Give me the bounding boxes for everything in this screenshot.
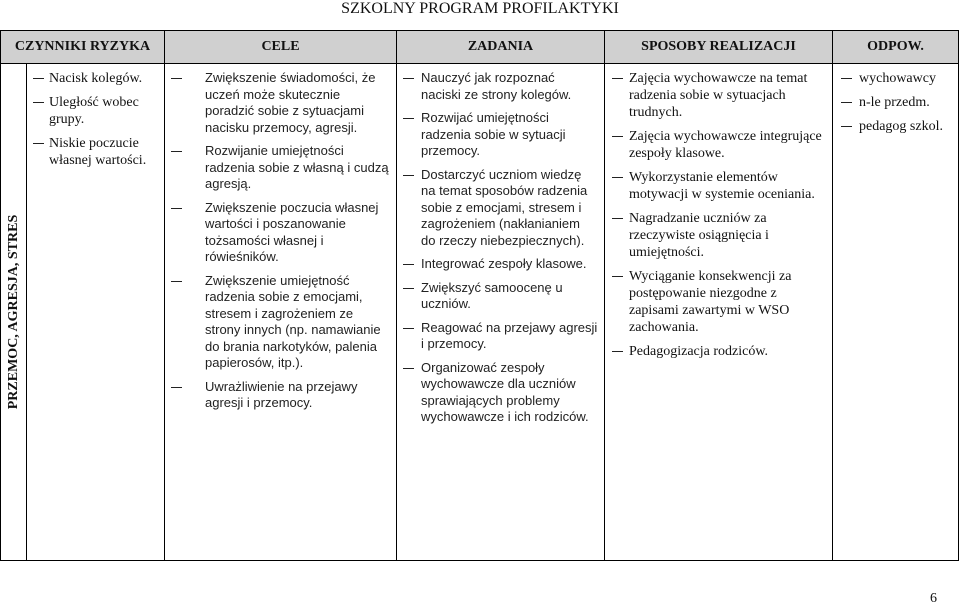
list-item (397, 167, 604, 250)
list-item-text: Organizować zespoły wychowawcze dla uczniów sprawiających problemy wychowawcze i ich rodziców. (421, 359, 589, 424)
dash-bullet (33, 78, 44, 79)
list-item-text: Nauczyć jak rozpoznać naciski ze strony kolegów. (421, 70, 572, 102)
list-item-text: Zwiększenie poczucia własnej wartości i poszanowanie tożsamości własnej i rówieśników. (205, 199, 379, 264)
dash-bullet (171, 281, 182, 282)
header-sposoby: SPOSOBY REALIZACJI (605, 31, 833, 64)
list-item (605, 210, 832, 261)
sposoby-list (605, 70, 832, 360)
czynniki-cell (27, 64, 165, 561)
list-item-text: Niskie poczucie własnej wartości. (49, 136, 147, 168)
dash-bullet (612, 136, 623, 137)
dash-bullet (171, 208, 182, 209)
cele-cell (165, 64, 397, 561)
list-item (397, 110, 604, 160)
header-czynniki: CZYNNIKI RYZYKA (1, 31, 165, 64)
dash-bullet (841, 126, 852, 127)
dash-bullet (841, 102, 852, 103)
list-item (605, 343, 832, 360)
program-table (0, 30, 959, 561)
list-item (165, 200, 396, 266)
list-item (27, 94, 164, 128)
list-item-text: Uległość wobec grupy. (49, 95, 139, 127)
list-item-text: Zwiększenie świadomości, że uczeń może skutecznie poradzić sobie z sytuacjami nacisku przemocy, agresji. (205, 70, 376, 135)
list-item-text: Wykorzystanie elementów motywacji w systemie oceniania. (629, 170, 815, 202)
dash-bullet (33, 102, 44, 103)
list-item (397, 280, 604, 313)
dash-bullet (403, 264, 414, 265)
list-item (397, 320, 604, 353)
list-item (833, 94, 958, 111)
list-item (27, 135, 164, 169)
list-item-text: Wyciąganie konsekwencji za postępowanie niezgodne z zapisami zawartymi w WSO zachowania. (629, 269, 792, 335)
cele-list (165, 70, 396, 412)
page-title: SZKOLNY PROGRAM PROFILAKTYKI (341, 0, 619, 17)
list-item (397, 256, 604, 273)
header-row (1, 31, 959, 64)
list-item (165, 143, 396, 193)
list-item (27, 70, 164, 87)
dash-bullet (171, 151, 182, 152)
odpow-list (833, 70, 958, 135)
list-item (165, 70, 396, 136)
dash-bullet (171, 387, 182, 388)
czynniki-list (27, 70, 164, 169)
dash-bullet (171, 78, 182, 79)
list-item-text: Uwrażliwienie na przejawy agresji i przemocy. (205, 378, 358, 410)
list-item-text: Dostarczyć uczniom wiedzę na temat sposobów radzenia sobie z emocjami, stresem i zagrożeniem (nakłanianiem do rzeczy niebezpiecznych). (421, 166, 588, 248)
list-item-text: Rozwijać umiejętności radzenia sobie w sytuacji przemocy. (421, 110, 566, 158)
dash-bullet (612, 276, 623, 277)
dash-bullet (33, 143, 44, 144)
list-item-text: Zajęcia wychowawcze integrujące zespoły klasowe. (629, 129, 822, 161)
list-item-text: Reagować na przejawy agresji i przemocy. (421, 319, 598, 351)
list-item (605, 128, 832, 162)
zadania-list (397, 70, 604, 426)
side-label-cell (1, 64, 27, 561)
list-item-text: n-le przedm. (859, 95, 930, 110)
list-item (605, 70, 832, 121)
dash-bullet (403, 288, 414, 289)
list-item (605, 169, 832, 203)
dash-bullet (841, 78, 852, 79)
header-odpow: ODPOW. (833, 31, 959, 64)
list-item (165, 379, 396, 412)
side-label: PRZEMOC, AGRESJA, STRES (6, 214, 21, 410)
list-item (397, 70, 604, 103)
list-item (833, 118, 958, 135)
list-item-text: Nacisk kolegów. (49, 71, 143, 86)
sposoby-cell (605, 64, 833, 561)
list-item (605, 268, 832, 336)
dash-bullet (612, 218, 623, 219)
dash-bullet (612, 177, 623, 178)
list-item (165, 273, 396, 372)
list-item-text: pedagog szkol. (859, 119, 943, 134)
list-item-text: Zwiększyć samoocenę u uczniów. (421, 279, 563, 311)
list-item-text: Pedagogizacja rodziców. (629, 344, 769, 359)
page-number: 6 (930, 591, 937, 606)
list-item (833, 70, 958, 87)
content-row (1, 64, 959, 561)
header-zadania: ZADANIA (397, 31, 605, 64)
list-item-text: Nagradzanie uczniów za rzeczywiste osiągnięcia i umiejętności. (629, 211, 769, 260)
header-cele: CELE (165, 31, 397, 64)
dash-bullet (612, 78, 623, 79)
dash-bullet (403, 78, 414, 79)
list-item-text: Zajęcia wychowawcze na temat radzenia sobie w sytuacjach trudnych. (629, 71, 808, 120)
list-item-text: Integrować zespoły klasowe. (421, 256, 587, 271)
list-item-text: Rozwijanie umiejętności radzenia sobie z własną i cudzą agresją. (205, 143, 389, 191)
list-item-text: wychowawcy (859, 71, 936, 86)
dash-bullet (403, 368, 414, 369)
dash-bullet (403, 328, 414, 329)
list-item-text: Zwiększenie umiejętność radzenia sobie z emocjami, stresem i zagrożeniem ze strony innych (np. namawianie do brania narkotyków, palenia papierosów, itp.). (205, 272, 381, 370)
dash-bullet (403, 118, 414, 119)
dash-bullet (403, 175, 414, 176)
zadania-cell (397, 64, 605, 561)
list-item (397, 360, 604, 426)
odpow-cell (833, 64, 959, 561)
dash-bullet (612, 351, 623, 352)
